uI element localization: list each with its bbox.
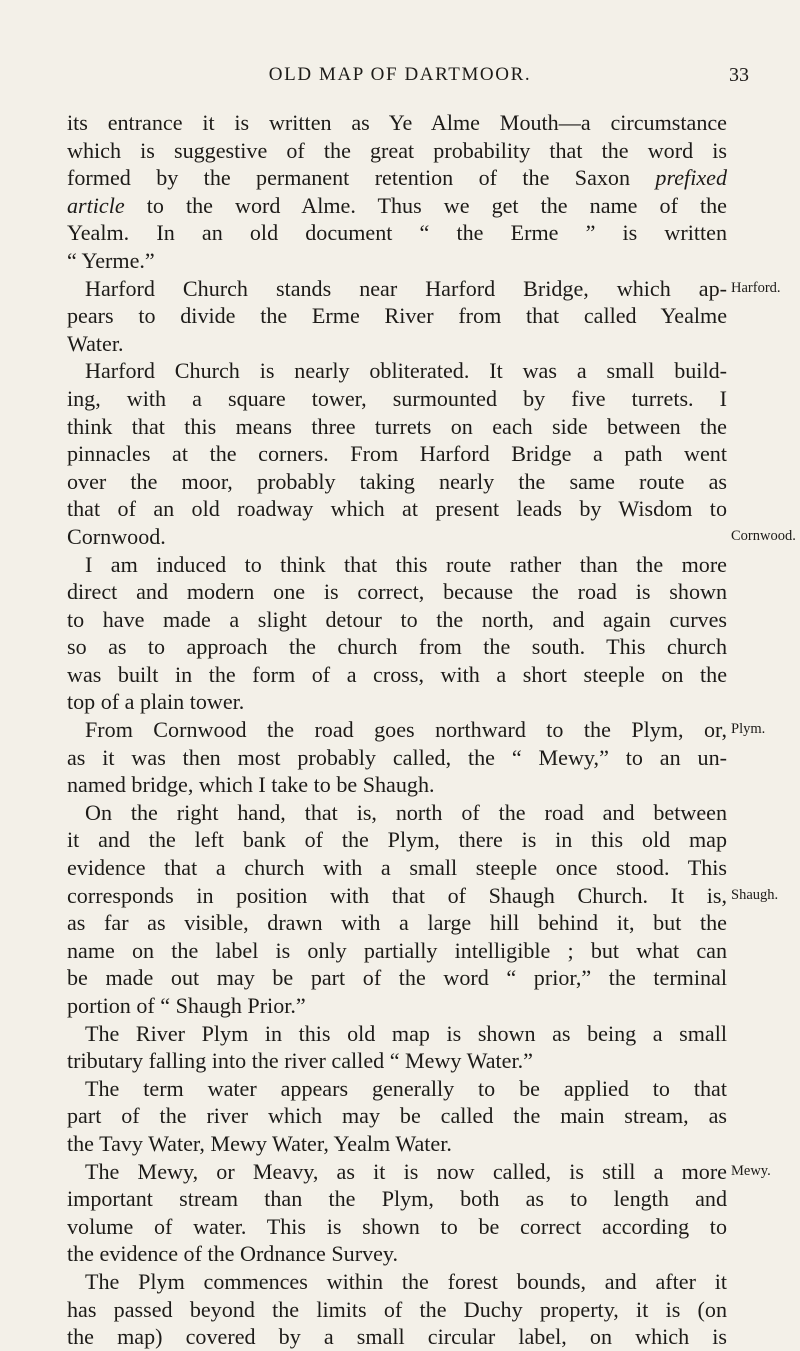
text-line: On the right hand, that is, north of the road and between: [85, 799, 727, 825]
text-line: evidence that a church with a small steeple once stood. This: [67, 855, 727, 881]
text-line: over the moor, probably taking nearly the same route as: [67, 468, 727, 494]
text-line: as it was then most probably called, the “ Mewy,” to an un-: [67, 744, 727, 770]
text-line: “ Yerme.”: [67, 247, 155, 273]
text-line: which is suggestive of the great probability that the word is: [67, 137, 727, 163]
text-line: volume of water. This is shown to be correct according to: [67, 1213, 727, 1239]
text-line: The River Plym in this old map is shown as being a small: [85, 1020, 727, 1046]
text-line: direct and modern one is correct, because the road is shown: [67, 579, 727, 605]
margin-note-harford: Harford.: [731, 279, 781, 296]
text-line: top of a plain tower.: [67, 689, 245, 715]
page-number: 33: [729, 64, 749, 86]
text-line: its entrance it is written as Ye Alme Mouth—a circumstance: [67, 110, 727, 135]
text-line: ing, with a square tower, surmounted by five turrets. I: [67, 385, 727, 411]
text-line: so as to approach the church from the south. This church: [67, 634, 727, 660]
text-line: to have made a slight detour to the north, and again curves: [67, 606, 727, 632]
text-line: important stream than the Plym, both as to length and: [67, 1186, 727, 1212]
text-line: was built in the form of a cross, with a short steeple on the: [67, 661, 727, 687]
text-line: be made out may be part of the word “ prior,” the terminal: [67, 965, 727, 991]
text-line: The term water appears generally to be applied to that: [85, 1075, 727, 1101]
text-line: that of an old roadway which at present leads by Wisdom to: [67, 496, 727, 522]
text-line: part of the river which may be called the main stream, as: [67, 1103, 727, 1129]
italic-phrase-continued: article: [67, 192, 125, 218]
text-line: pears to divide the Erme River from that called Yealme: [67, 303, 727, 329]
text-line: Harford Church stands near Harford Bridge, which ap-: [85, 275, 727, 301]
text-line: Harford Church is nearly obliterated. It was a small build-: [85, 358, 727, 384]
text-line: corresponds in position with that of Shaugh Church. It is,: [67, 882, 727, 908]
page-header: [0, 64, 800, 94]
text-line: The Mewy, or Meavy, as it is now called, is still a more: [85, 1158, 727, 1184]
text-line: the Tavy Water, Mewy Water, Yealm Water.: [67, 1130, 452, 1156]
margin-note-cornwood: Cornwood.: [731, 528, 796, 544]
text-line: [67, 192, 727, 220]
text-fragment: formed by the permanent retention of the Saxon: [67, 165, 656, 191]
italic-phrase: prefixed: [655, 165, 727, 191]
margin-note-shaugh: Shaugh.: [731, 886, 779, 903]
text-line: From Cornwood the road goes northward to the Plym, or,: [85, 717, 727, 743]
body-text: [67, 109, 727, 1351]
text-line: name on the label is only partially intelligible ; but what can: [67, 937, 727, 963]
text-line: it and the left bank of the Plym, there is in this old map: [67, 827, 727, 853]
text-line: tributary falling into the river called “ Mewy Water.”: [67, 1048, 533, 1074]
text-line: think that this means three turrets on each side between the: [67, 413, 727, 439]
text-line: I am induced to think that this route rather than the more: [85, 551, 727, 577]
text-fragment: to the word Alme. Thus we get the name of the: [124, 192, 727, 218]
text-line: The Plym commences within the forest bounds, and after it: [85, 1268, 727, 1294]
text-line: Water.: [67, 330, 124, 356]
text-line: pinnacles at the corners. From Harford Bridge a path went: [67, 441, 727, 467]
text-line: portion of “ Shaugh Prior.”: [67, 993, 306, 1018]
margin-note-plym: Plym.: [731, 721, 766, 738]
text-line: the map) covered by a small circular label, on which is: [67, 1324, 727, 1350]
margin-note-mewy: Mewy.: [731, 1162, 771, 1179]
text-line: the evidence of the Ordnance Survey.: [67, 1241, 399, 1267]
text-line: [67, 164, 727, 192]
running-title: OLD MAP OF DARTMOOR.: [268, 64, 532, 85]
text-line: Yealm. In an old document “ the Erme ” is written: [67, 220, 727, 246]
text-line: as far as visible, drawn with a large hill behind it, but the: [67, 910, 727, 936]
text-line: named bridge, which I take to be Shaugh.: [67, 772, 435, 798]
text-line: Cornwood.: [67, 523, 166, 549]
text-line: has passed beyond the limits of the Duchy property, it is (on: [67, 1296, 727, 1322]
